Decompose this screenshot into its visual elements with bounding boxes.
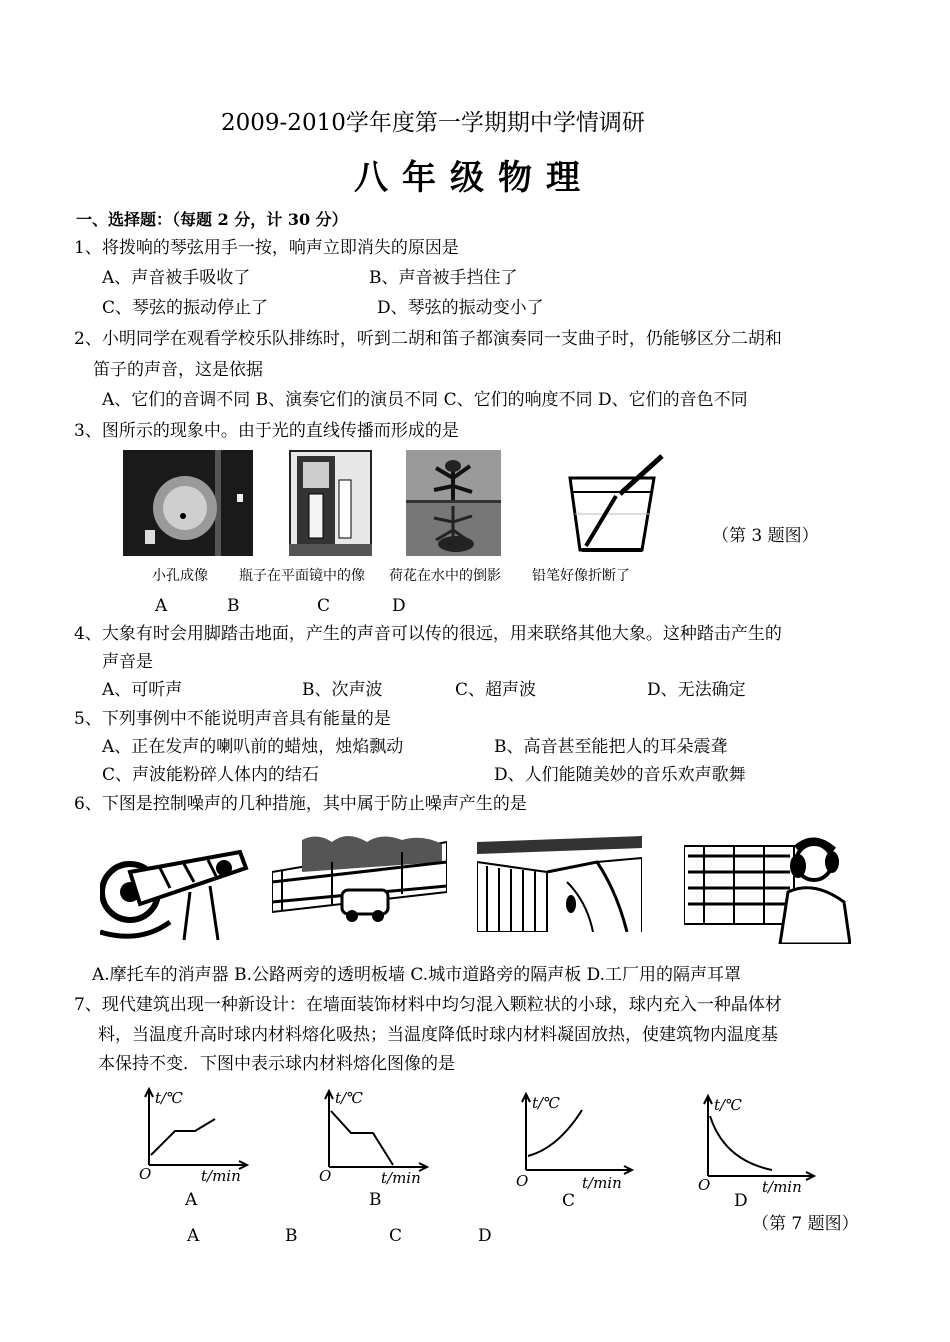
- ear-muffs-figure: [684, 832, 851, 944]
- q2-options: A、它们的音调不同 B、演奏它们的演员不同 C、它们的响度不同 D、它们的音色不同: [102, 390, 748, 410]
- q3-caption-d: 铅笔好像折断了: [532, 568, 630, 584]
- q3-caption-a: 小孔成像: [152, 568, 208, 584]
- q4-option-c: C、超声波: [455, 680, 537, 700]
- q3-caption-c: 荷花在水中的倒影: [389, 568, 501, 584]
- pencil-glass-figure: [562, 450, 670, 558]
- q7-letter-c: C: [389, 1226, 403, 1246]
- q1-option-b: B、声音被手挡住了: [369, 268, 518, 288]
- q1-stem: 1、将拨响的琴弦用手一按，响声立即消失的原因是: [74, 238, 459, 258]
- q6-options: A.摩托车的消声器 B.公路两旁的透明板墙 C.城市道路旁的隔声板 D.工厂用的隔声耳罩: [92, 965, 742, 985]
- graph-c-y-label: t/℃: [532, 1094, 560, 1112]
- graph-a-x-label: t/min: [201, 1167, 241, 1185]
- graph-b: [315, 1085, 435, 1215]
- graph-c: [512, 1090, 642, 1220]
- graph-c-origin: O: [516, 1172, 529, 1190]
- graph-c-letter: C: [562, 1191, 576, 1211]
- q3-caption-b: 瓶子在平面镜中的像: [239, 568, 365, 584]
- q7-letter-a: A: [187, 1226, 200, 1246]
- q6-stem: 6、下图是控制噪声的几种措施，其中属于防止噪声产生的是: [74, 794, 527, 814]
- exam-title: 2009-2010学年度第一学期期中学情调研: [221, 110, 645, 136]
- transparent-wall-figure: [272, 832, 447, 927]
- q3-letter-a: A: [155, 596, 168, 616]
- mirror-bottle-figure: [289, 450, 372, 556]
- q4-option-a: A、可听声: [102, 680, 183, 700]
- lotus-reflection-figure: [406, 450, 501, 556]
- q7-stem-line1: 7、现代建筑出现一种新设计：在墙面装饰材料中均匀混入颗粒状的小球，球内充入一种晶体材: [74, 995, 782, 1015]
- q3-stem: 3、图所示的现象中。由于光的直线传播而形成的是: [74, 421, 459, 441]
- sound-barrier-figure: [477, 832, 642, 932]
- q4-option-b: B、次声波: [302, 680, 383, 700]
- q7-letter-d: D: [478, 1226, 492, 1246]
- graph-a-letter: A: [185, 1190, 198, 1210]
- pinhole-image-figure: [123, 450, 253, 556]
- q3-letter-b: B: [227, 596, 240, 616]
- section-heading: 一、选择题：（每题 2 分，计 30 分）: [76, 210, 348, 229]
- graph-b-letter: B: [369, 1190, 382, 1210]
- graph-c-x-label: t/min: [582, 1174, 622, 1192]
- graph-d-x-label: t/min: [762, 1178, 802, 1196]
- graph-b-x-label: t/min: [381, 1169, 421, 1187]
- q5-option-b: B、高音甚至能把人的耳朵震聋: [494, 737, 728, 757]
- graph-b-y-label: t/℃: [335, 1089, 363, 1107]
- q7-stem-line3: 本保持不变．下图中表示球内材料熔化图像的是: [98, 1054, 455, 1074]
- q7-stem-line2: 料，当温度升高时球内材料熔化吸热；当温度降低时球内材料凝固放热，使建筑物内温度基: [98, 1025, 778, 1045]
- q4-stem-line1: 4、大象有时会用脚踏击地面，产生的声音可以传的很远，用来联络其他大象。这种踏击产生的: [74, 624, 782, 644]
- graph-d-origin: O: [698, 1176, 711, 1194]
- q3-letter-c: C: [317, 596, 331, 616]
- q1-option-a: A、声音被手吸收了: [102, 268, 251, 288]
- subject-title: 八年级物理: [354, 158, 594, 198]
- q7-figure-label: （第 7 题图）: [752, 1214, 859, 1234]
- q2-stem-line1: 2、小明同学在观看学校乐队排练时，听到二胡和笛子都演奏同一支曲子时，仍能够区分二胡和: [74, 329, 782, 349]
- graph-a-y-label: t/℃: [155, 1089, 183, 1107]
- graph-d: [694, 1092, 824, 1222]
- q1-option-d: D、琴弦的振动变小了: [377, 298, 544, 318]
- q3-letter-d: D: [392, 596, 406, 616]
- q5-option-c: C、声波能粉碎人体内的结石: [102, 765, 320, 785]
- graph-b-origin: O: [319, 1167, 332, 1185]
- motorcycle-muffler-figure: [100, 832, 250, 947]
- q4-stem-line2: 声音是: [102, 652, 153, 672]
- q3-figure-label: （第 3 题图）: [712, 526, 819, 546]
- q4-option-d: D、无法确定: [647, 680, 746, 700]
- graph-a: [135, 1083, 255, 1213]
- q5-option-d: D、人们能随美妙的音乐欢声歌舞: [494, 765, 746, 785]
- q5-stem: 5、下列事例中不能说明声音具有能量的是: [74, 709, 391, 729]
- q7-letter-b: B: [285, 1226, 298, 1246]
- q5-option-a: A、正在发声的喇叭前的蜡烛，烛焰飘动: [102, 737, 404, 757]
- graph-a-origin: O: [139, 1165, 152, 1183]
- graph-d-letter: D: [734, 1191, 748, 1211]
- graph-d-y-label: t/℃: [714, 1096, 742, 1114]
- q1-option-c: C、琴弦的振动停止了: [102, 298, 269, 318]
- q2-stem-line2: 笛子的声音，这是依据: [93, 360, 263, 380]
